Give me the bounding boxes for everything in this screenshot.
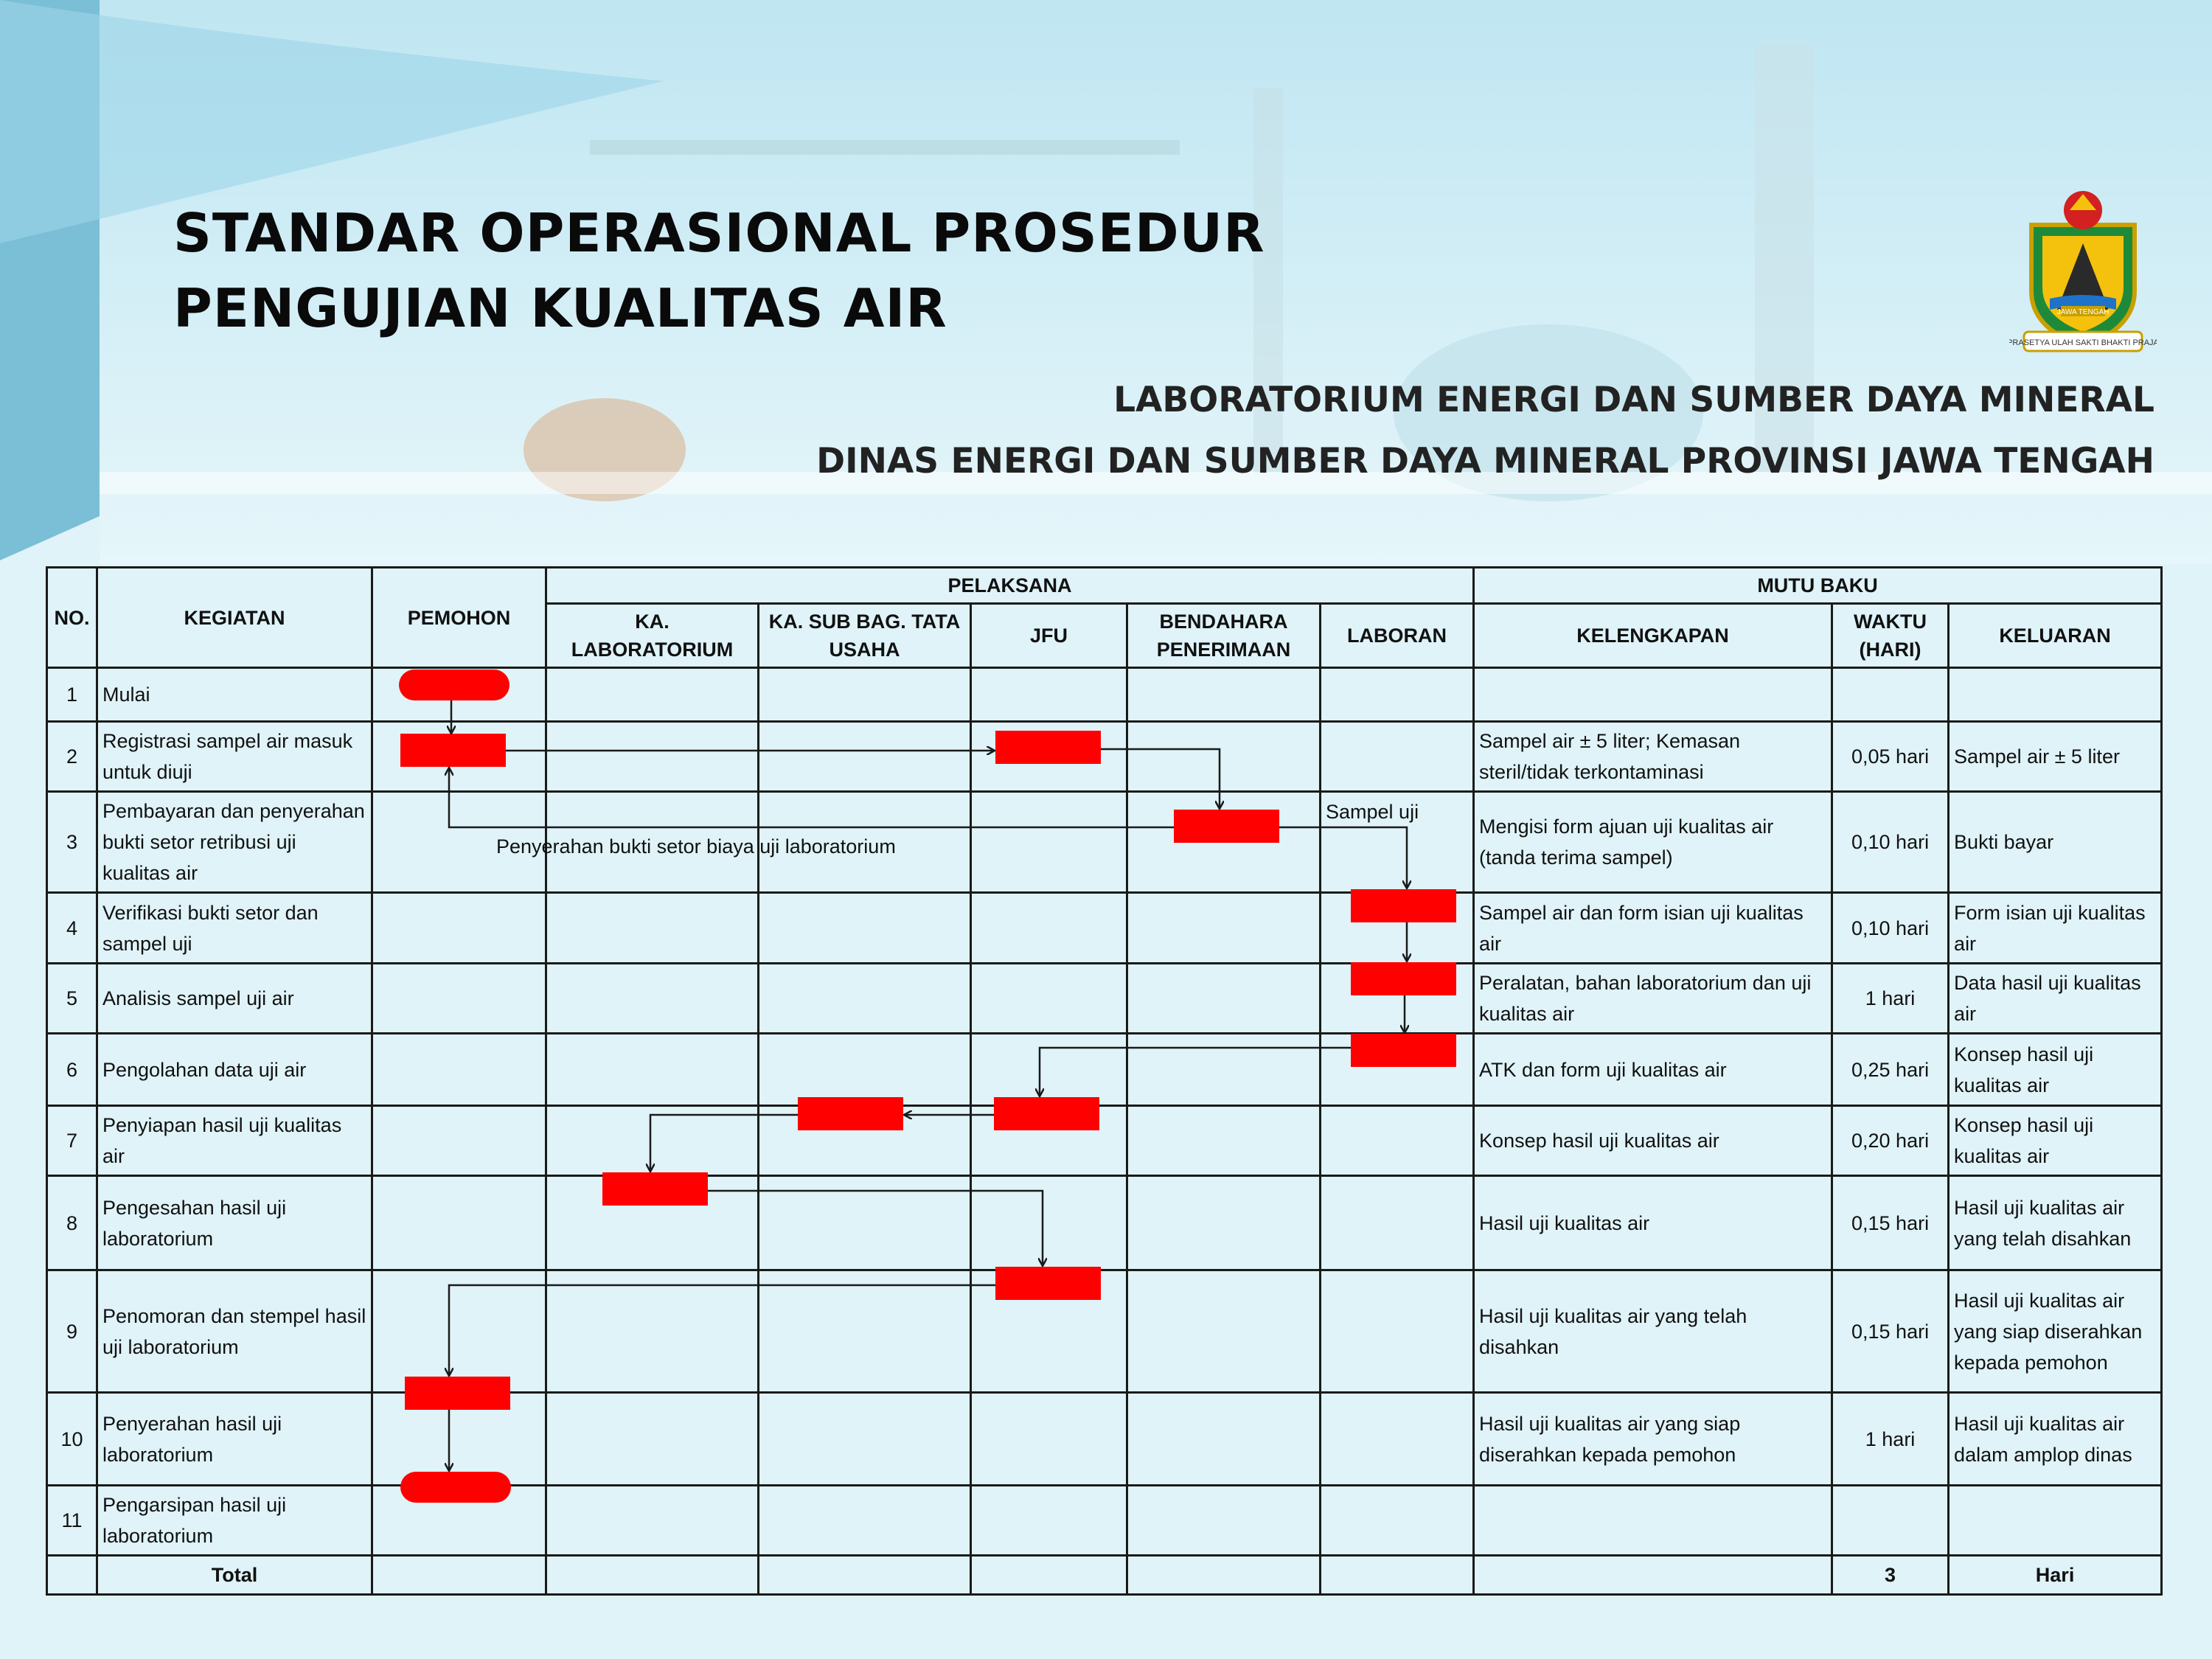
cell-waktu: 0,10 hari — [1832, 792, 1949, 893]
cell-kelengkapan: Konsep hasil uji kualitas air — [1474, 1106, 1832, 1176]
cell-lane — [759, 964, 971, 1034]
cell-lane — [971, 1270, 1127, 1393]
cell-lane — [759, 668, 971, 722]
cell-no: 9 — [47, 1270, 97, 1393]
table-row — [47, 792, 2162, 893]
header-ka-sub: KA. SUB BAG. TATA USAHA — [759, 604, 971, 668]
cell-kegiatan: Penyerahan hasil uji laboratorium — [97, 1393, 372, 1486]
cell-lane — [1321, 1034, 1474, 1106]
header-pelaksana: PELAKSANA — [546, 568, 1474, 604]
cell-kelengkapan — [1474, 1486, 1832, 1556]
cell-kelengkapan: Hasil uji kualitas air yang siap diserahkan kepada pemohon — [1474, 1393, 1832, 1486]
cell-lane — [546, 1106, 759, 1176]
cell-lane — [1127, 1034, 1321, 1106]
header-pemohon: PEMOHON — [372, 568, 546, 668]
cell-keluaran: Form isian uji kualitas air — [1949, 893, 2162, 964]
cell-lane — [372, 964, 546, 1034]
cell-lane — [759, 1486, 971, 1556]
header-laboran: LABORAN — [1321, 604, 1474, 668]
sop-table — [46, 566, 2163, 1596]
cell-lane — [372, 668, 546, 722]
cell-lane — [1321, 722, 1474, 792]
cell-lane — [971, 964, 1127, 1034]
table-row — [47, 1034, 2162, 1106]
cell-no: 2 — [47, 722, 97, 792]
lab-name: LABORATORIUM ENERGI DAN SUMBER DAYA MINERAL — [1113, 380, 2154, 420]
cell-lane — [372, 1486, 546, 1556]
header-bendahara: BENDAHARA PENERIMAAN — [1127, 604, 1321, 668]
cell-lane — [1321, 668, 1474, 722]
cell-lane — [1127, 1486, 1321, 1556]
cell-kegiatan: Penomoran dan stempel hasil uji laboratorium — [97, 1270, 372, 1393]
cell-no: 11 — [47, 1486, 97, 1556]
cell-lane — [971, 792, 1127, 893]
table-row — [47, 1393, 2162, 1486]
cell-lane — [1127, 893, 1321, 964]
cell-lane — [971, 1034, 1127, 1106]
cell-lane — [1321, 1486, 1474, 1556]
cell-keluaran: Konsep hasil uji kualitas air — [1949, 1034, 2162, 1106]
cell-kelengkapan — [1474, 668, 1832, 722]
flow-label-penyerahan: Penyerahan bukti setor biaya uji laboratorium — [496, 835, 896, 858]
cell-lane — [372, 893, 546, 964]
cell-no: 5 — [47, 964, 97, 1034]
cell-lane — [759, 1034, 971, 1106]
cell-kelengkapan: ATK dan form uji kualitas air — [1474, 1034, 1832, 1106]
header-ka-lab: KA. LABORATORIUM — [546, 604, 759, 668]
cell-kegiatan: Registrasi sampel air masuk untuk diuji — [97, 722, 372, 792]
cell-lane — [1321, 1393, 1474, 1486]
cell-no: 6 — [47, 1034, 97, 1106]
total-keluaran: Hari — [1949, 1556, 2162, 1595]
cell-lane — [372, 1393, 546, 1486]
cell-lane — [372, 1270, 546, 1393]
title-line-2: PENGUJIAN KUALITAS AIR — [173, 277, 947, 339]
cell-lane — [971, 722, 1127, 792]
cell-keluaran: Hasil uji kualitas air dalam amplop dinas — [1949, 1393, 2162, 1486]
cell-no: 8 — [47, 1176, 97, 1270]
cell-lane — [546, 668, 759, 722]
header-no: NO. — [47, 568, 97, 668]
cell-keluaran: Bukti bayar — [1949, 792, 2162, 893]
cell-lane — [971, 1106, 1127, 1176]
cell-lane — [1321, 1106, 1474, 1176]
cell-lane — [759, 722, 971, 792]
cell-lane — [372, 722, 546, 792]
cell-waktu: 0,25 hari — [1832, 1034, 1949, 1106]
table-row — [47, 893, 2162, 964]
cell-lane — [1321, 964, 1474, 1034]
cell-lane — [971, 1176, 1127, 1270]
cell-kelengkapan: Hasil uji kualitas air yang telah disahkan — [1474, 1270, 1832, 1393]
cell-keluaran: Hasil uji kualitas air yang siap diserahkan kepada pemohon — [1949, 1270, 2162, 1393]
cell-keluaran: Data hasil uji kualitas air — [1949, 964, 2162, 1034]
cell-keluaran: Konsep hasil uji kualitas air — [1949, 1106, 2162, 1176]
cell-no: 7 — [47, 1106, 97, 1176]
header-jfu: JFU — [971, 604, 1127, 668]
cell-lane — [372, 1176, 546, 1270]
cell-waktu: 1 hari — [1832, 1393, 1949, 1486]
province-logo — [2009, 181, 2157, 358]
cell-keluaran — [1949, 668, 2162, 722]
cell-waktu: 1 hari — [1832, 964, 1949, 1034]
table-row — [47, 1270, 2162, 1393]
cell-lane — [546, 1270, 759, 1393]
cell-lane — [1127, 792, 1321, 893]
cell-lane — [1321, 893, 1474, 964]
cell-lane — [759, 1393, 971, 1486]
cell-kegiatan: Pengesahan hasil uji laboratorium — [97, 1176, 372, 1270]
title-line-1: STANDAR OPERASIONAL PROSEDUR — [173, 202, 1265, 264]
table-row — [47, 1176, 2162, 1270]
cell-kegiatan: Pembayaran dan penyerahan bukti setor retribusi uji kualitas air — [97, 792, 372, 893]
cell-lane — [1127, 1176, 1321, 1270]
cell-kegiatan: Mulai — [97, 668, 372, 722]
cell-kegiatan: Analisis sampel uji air — [97, 964, 372, 1034]
cell-lane — [1127, 668, 1321, 722]
cell-waktu: 0,20 hari — [1832, 1106, 1949, 1176]
cell-kelengkapan: Hasil uji kualitas air — [1474, 1176, 1832, 1270]
header-kelengkapan: KELENGKAPAN — [1474, 604, 1832, 668]
total-no — [47, 1556, 97, 1595]
cell-keluaran: Hasil uji kualitas air yang telah disahkan — [1949, 1176, 2162, 1270]
total-label: Total — [97, 1556, 372, 1595]
cell-lane — [1127, 722, 1321, 792]
cell-lane — [1127, 1106, 1321, 1176]
header-keluaran: KELUARAN — [1949, 604, 2162, 668]
cell-kegiatan: Penyiapan hasil uji kualitas air — [97, 1106, 372, 1176]
cell-lane — [546, 1486, 759, 1556]
table-row — [47, 1486, 2162, 1556]
header-waktu: WAKTU (HARI) — [1832, 604, 1949, 668]
cell-waktu: 0,15 hari — [1832, 1176, 1949, 1270]
cell-kegiatan: Pengarsipan hasil uji laboratorium — [97, 1486, 372, 1556]
cell-lane — [1127, 964, 1321, 1034]
cell-lane — [759, 1176, 971, 1270]
cell-lane — [372, 1106, 546, 1176]
cell-no: 1 — [47, 668, 97, 722]
cell-waktu — [1832, 668, 1949, 722]
cell-kegiatan: Verifikasi bukti setor dan sampel uji — [97, 893, 372, 964]
cell-waktu: 0,05 hari — [1832, 722, 1949, 792]
cell-kelengkapan: Mengisi form ajuan uji kualitas air (tanda terima sampel) — [1474, 792, 1832, 893]
table-row — [47, 668, 2162, 722]
cell-lane — [971, 1393, 1127, 1486]
header-mutu-baku: MUTU BAKU — [1474, 568, 2162, 604]
cell-lane — [546, 893, 759, 964]
cell-kelengkapan: Sampel air dan form isian uji kualitas air — [1474, 893, 1832, 964]
cell-lane — [1127, 1270, 1321, 1393]
cell-lane — [971, 668, 1127, 722]
cell-kelengkapan: Peralatan, bahan laboratorium dan uji kualitas air — [1474, 964, 1832, 1034]
cell-lane — [546, 1176, 759, 1270]
table-row — [47, 722, 2162, 792]
cell-lane — [1127, 1393, 1321, 1486]
cell-lane — [1321, 1176, 1474, 1270]
cell-lane — [971, 893, 1127, 964]
cell-no: 10 — [47, 1393, 97, 1486]
cell-kelengkapan: Sampel air ± 5 liter; Kemasan steril/tidak terkontaminasi — [1474, 722, 1832, 792]
cell-keluaran — [1949, 1486, 2162, 1556]
cell-lane — [759, 1270, 971, 1393]
cell-lane — [546, 964, 759, 1034]
cell-lane — [971, 1486, 1127, 1556]
cell-kegiatan: Pengolahan data uji air — [97, 1034, 372, 1106]
cell-no: 4 — [47, 893, 97, 964]
table-row — [47, 964, 2162, 1034]
cell-no: 3 — [47, 792, 97, 893]
header-kegiatan: KEGIATAN — [97, 568, 372, 668]
cell-lane — [759, 893, 971, 964]
cell-waktu: 0,10 hari — [1832, 893, 1949, 964]
cell-lane — [372, 1034, 546, 1106]
cell-waktu: 0,15 hari — [1832, 1270, 1949, 1393]
logo-text: JAWA TENGAH — [2056, 308, 2110, 316]
flow-label-sampel: Sampel uji — [1326, 801, 1419, 823]
cell-lane — [546, 1393, 759, 1486]
agency-name: DINAS ENERGI DAN SUMBER DAYA MINERAL PROVINSI JAWA TENGAH — [816, 441, 2154, 481]
cell-keluaran: Sampel air ± 5 liter — [1949, 722, 2162, 792]
cell-waktu — [1832, 1486, 1949, 1556]
total-waktu: 3 — [1832, 1556, 1949, 1595]
logo-motto: PRASETYA ULAH SAKTI BHAKTI PRAJA — [2009, 338, 2157, 347]
cell-lane — [759, 1106, 971, 1176]
cell-lane — [546, 1034, 759, 1106]
cell-lane — [1321, 1270, 1474, 1393]
table-row — [47, 1106, 2162, 1176]
cell-lane — [546, 722, 759, 792]
page-title — [173, 195, 1265, 346]
